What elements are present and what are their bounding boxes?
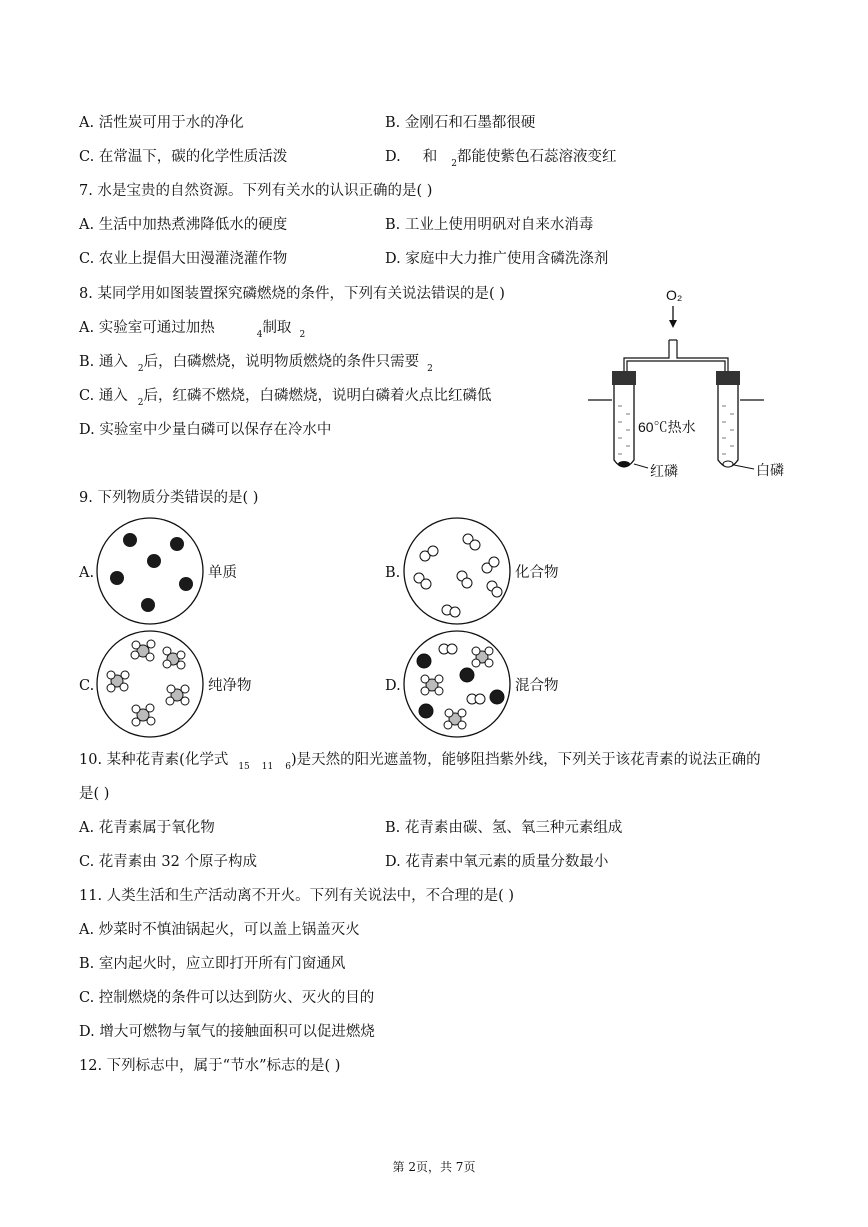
q9-stem: 9. 下列物质分类错误的是( ) [79, 490, 259, 506]
q9-b-letter: B. [385, 565, 401, 581]
q8-b-sub1: 2 [137, 364, 144, 374]
q6-option-d [385, 147, 616, 169]
white-p-label: 白磷 [756, 462, 784, 478]
q10-sub3: 6 [285, 762, 291, 772]
q8-option-a [79, 318, 305, 340]
q6-d-suffix: 都能使紫色石蕊溶液变红 [456, 149, 617, 165]
glass-pipes-inner [627, 361, 725, 372]
q7-option-d: D. 家庭中大力推广使用含磷洗涤剂 [385, 251, 609, 267]
q12-stem: 12. 下列标志中，属于“节水”标志的是( ) [79, 1058, 341, 1074]
q9-a-label: 单质 [208, 565, 237, 581]
q8-a-pre: A. 实验室可通过加热 [79, 320, 215, 336]
page-footer: 第 2页，共 7页 [392, 1160, 476, 1174]
q6-d-prefix: D. [385, 149, 401, 165]
q10-sub2: 11 [261, 762, 274, 772]
o2-label: O₂ [666, 287, 683, 303]
q6-option-b: B. 金刚石和石墨都很硬 [385, 115, 536, 131]
q10-option-a: A. 花青素属于氧化物 [79, 820, 215, 836]
stopper-left [612, 371, 636, 385]
q8-a-sub2: 2 [299, 330, 306, 340]
arrow-head [669, 320, 677, 328]
q9-d-label: 混合物 [515, 678, 559, 694]
q6-d-and: 和 [422, 149, 438, 165]
q11-option-d: D. 增大可燃物与氧气的接触面积可以促进燃烧 [79, 1024, 375, 1040]
q7-option-c: C. 农业上提倡大田漫灌浇灌作物 [79, 251, 288, 267]
q6-d-sub: 2 [451, 159, 457, 169]
q10-stem-pre: 10. 某种花青素(化学式 [79, 752, 229, 768]
water-label: 60℃热水 [638, 419, 696, 435]
q10-stem-line2: 是( ) [79, 786, 110, 802]
white-p-pointer [734, 465, 754, 469]
q8-b-pre: B. 通入 [79, 354, 128, 370]
white-phosphorus [723, 461, 733, 467]
q8-stem: 8. 某同学用如图装置探究磷燃烧的条件，下列有关说法错误的是( ) [79, 286, 505, 302]
test-tube-right [718, 385, 738, 467]
q8-c-sub: 2 [137, 398, 144, 408]
particle-circle-b [402, 516, 512, 626]
q7-option-a: A. 生活中加热煮沸降低水的硬度 [79, 217, 288, 233]
q11-option-b: B. 室内起火时，应立即打开所有门窗通风 [79, 956, 346, 972]
q8-option-c [79, 386, 492, 408]
q8-c-mid: 后，红磷不燃烧，白磷燃烧，说明白磷着火点比红磷低 [143, 388, 492, 404]
q8-a-mid: 制取 [262, 320, 292, 336]
q9-c-letter: C. [79, 678, 95, 694]
q11-option-a: A. 炒菜时不慎油锅起火，可以盖上锅盖灭火 [79, 922, 360, 938]
q9-b-label: 化合物 [515, 565, 559, 581]
q8-b-sub2: 2 [427, 364, 433, 374]
q11-stem: 11. 人类生活和生产活动离不开火。下列有关说法中，不合理的是( ) [79, 888, 515, 904]
q10-sub1: 15 [238, 762, 250, 772]
q10-option-c: C. 花青素由 32 个原子构成 [79, 854, 257, 870]
red-phosphorus [618, 461, 630, 467]
q9-c-label: 纯净物 [208, 678, 252, 694]
q7-stem: 7. 水是宝贵的自然资源。下列有关水的认识正确的是( ) [79, 183, 433, 199]
particle-circle-d [402, 629, 512, 739]
q10-stem-post: )是天然的阳光遮盖物，能够阻挡紫外线，下列关于该花青素的说法正确的 [290, 752, 761, 768]
red-p-label: 红磷 [650, 463, 678, 479]
q6-option-a: A. 活性炭可用于水的净化 [79, 115, 244, 131]
q9-d-letter: D. [385, 678, 401, 694]
q10-option-d: D. 花青素中氧元素的质量分数最小 [385, 854, 609, 870]
particle-circle-a [95, 516, 205, 626]
q8-option-d: D. 实验室中少量白磷可以保存在冷水中 [79, 422, 332, 438]
q10-stem [79, 750, 761, 772]
q6-option-c: C. 在常温下，碳的化学性质活泼 [79, 149, 288, 165]
q8-c-pre: C. 通入 [79, 388, 128, 404]
q10-option-b: B. 花青素由碳、氢、氧三种元素组成 [385, 820, 623, 836]
q9-a-letter: A. [79, 565, 95, 581]
phosphorus-apparatus-diagram [588, 282, 788, 482]
q11-option-c: C. 控制燃烧的条件可以达到防火、灭火的目的 [79, 990, 375, 1006]
test-tube-left [614, 385, 634, 467]
particle-circle-c [95, 629, 205, 739]
red-p-pointer [634, 464, 648, 468]
q8-b-mid: 后，白磷燃烧，说明物质燃烧的条件只需要 [143, 354, 420, 370]
q7-option-b: B. 工业上使用明矾对自来水消毒 [385, 217, 594, 233]
q8-option-b [79, 352, 433, 374]
q8-a-sub1: 4 [256, 330, 263, 340]
glass-pipes [624, 340, 728, 372]
stopper-right [716, 371, 740, 385]
